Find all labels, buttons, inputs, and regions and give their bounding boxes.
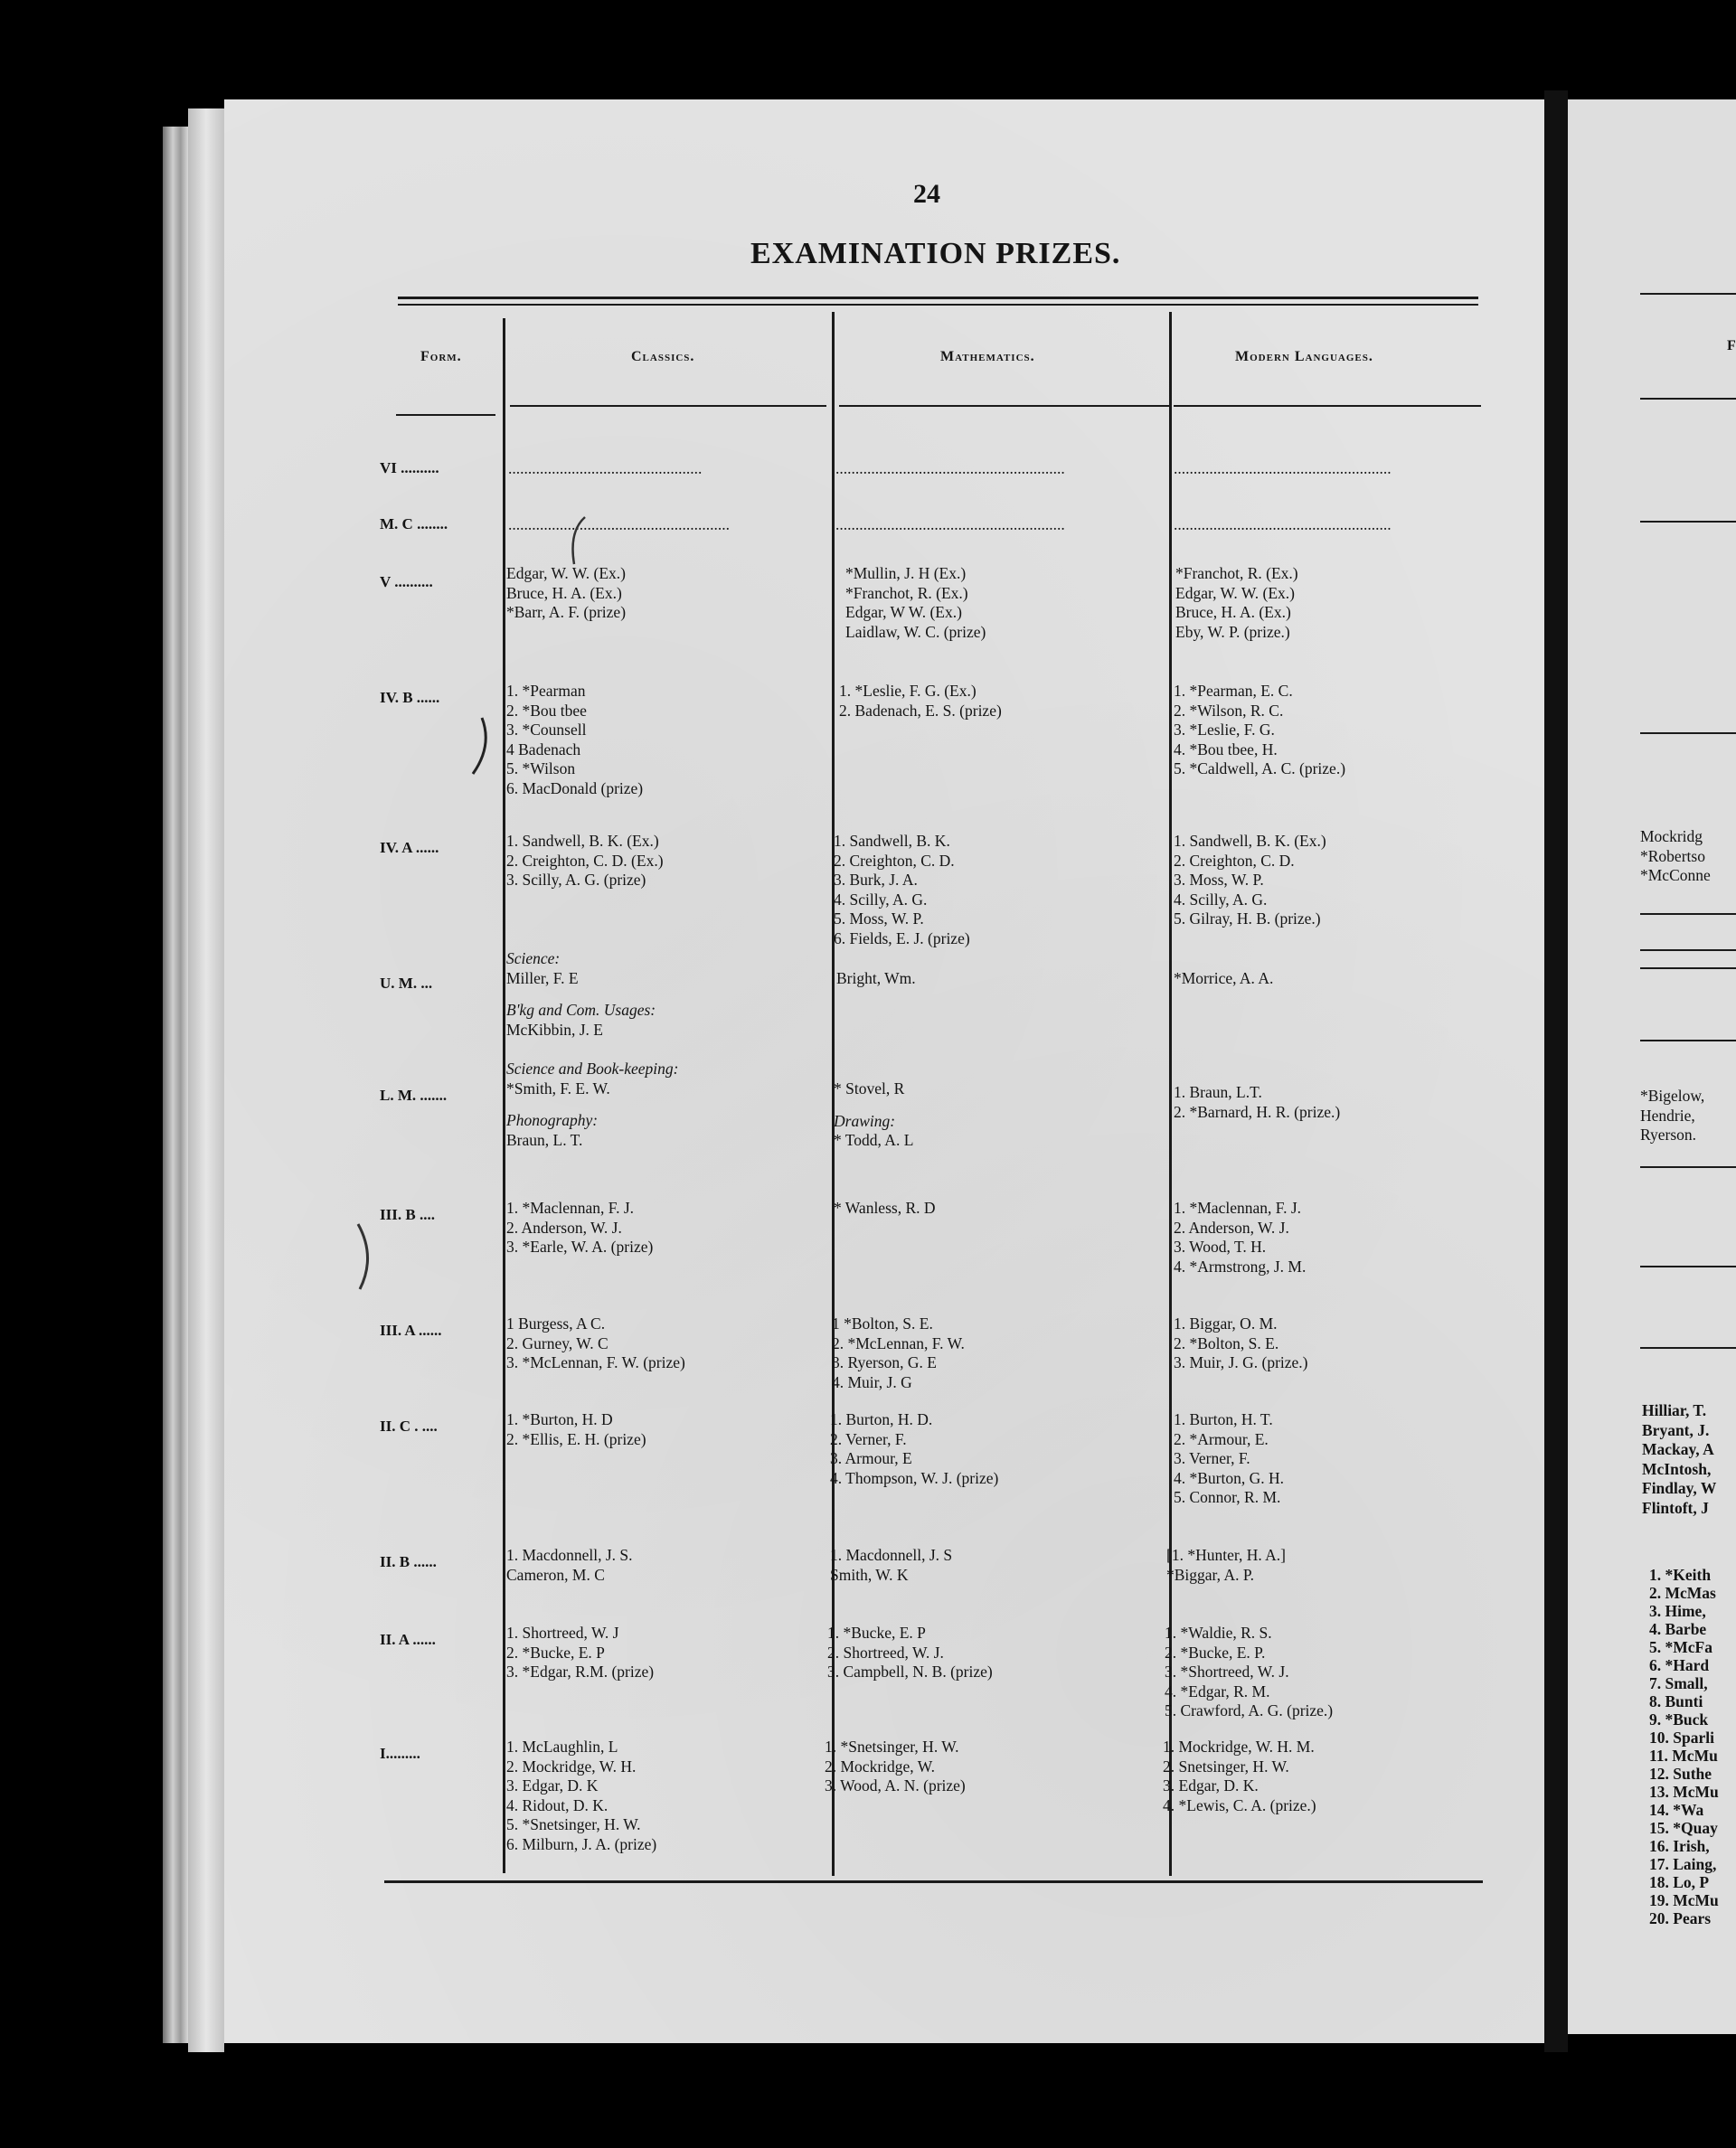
modern-cell: [1174, 969, 1273, 989]
modern-cell: [1165, 1624, 1333, 1721]
page-title: EXAMINATION PRIZES.: [750, 237, 1121, 270]
entry: Laidlaw, W. C. (prize): [845, 622, 986, 641]
modern-cell: [1175, 564, 1298, 642]
modern-cell: [1174, 1314, 1308, 1373]
entry: 3. *McLennan, F. W. (prize): [506, 1353, 685, 1371]
form-label: IV. A ......: [380, 839, 439, 856]
entry: 3. *Counsell: [506, 721, 587, 739]
book-edge-inner: [188, 108, 224, 2052]
entry: 1. Sandwell, B. K.: [834, 832, 950, 850]
entry: 3. Campbell, N. B. (prize): [827, 1663, 993, 1681]
entry: [1. *Hunter, H. A.]: [1166, 1546, 1286, 1564]
entry: 1 *Bolton, S. E.: [832, 1314, 933, 1333]
entry: 1. Mockridge, W. H. M.: [1163, 1738, 1315, 1756]
subject-label: B'kg and Com. Usages:: [506, 1001, 656, 1019]
np-block: Mockridg *Robertso *McConne: [1640, 827, 1711, 884]
entry: *Franchot, R. (Ex.): [1175, 564, 1298, 582]
modern-cell: [1163, 1738, 1316, 1815]
entry: 2. Mockridge, W. H.: [506, 1757, 637, 1776]
form-label: III. A ......: [380, 1322, 442, 1339]
entry: 6. Milburn, J. A. (prize): [506, 1834, 657, 1853]
entry: Smith, W. K: [830, 1565, 909, 1584]
entry: 3. Verner, F.: [1174, 1449, 1250, 1467]
entry: 2. *Bolton, S. E.: [1174, 1333, 1279, 1352]
header-rule-classics: [510, 405, 826, 407]
entry: 2. *McLennan, F. W.: [832, 1333, 965, 1352]
np-rule: [1640, 1266, 1736, 1267]
entry: 1. *Waldie, R. S.: [1165, 1624, 1272, 1642]
np-block: *Bigelow, Hendrie, Ryerson.: [1640, 1087, 1705, 1144]
book-edge: [163, 127, 188, 2043]
mathematics-cell: [832, 1314, 965, 1392]
entry: 1. Burton, H. T.: [1174, 1410, 1273, 1428]
entry: Braun, L. T.: [506, 1130, 583, 1149]
header-form: Form.: [420, 349, 462, 364]
entry: 4 Badenach: [506, 740, 581, 758]
entry: 3. Ryerson, G. E: [832, 1353, 937, 1371]
header-mathematics: Mathematics.: [940, 349, 1035, 364]
entry: 5. *Wilson: [506, 759, 576, 777]
pencil-mark-icon: [466, 714, 493, 777]
entry: 1. *Pearman: [506, 682, 586, 700]
scan-bottom-border: [0, 2052, 1736, 2148]
entry: 1. McLaughlin, L: [506, 1738, 618, 1756]
entry: Eby, W. P. (prize.): [1175, 622, 1290, 641]
entry: 1. Shortreed, W. J: [506, 1624, 619, 1642]
entry: 4. *Bou tbee, H.: [1174, 740, 1278, 758]
pencil-bracket-icon: [353, 1220, 380, 1293]
form-label: II. C . ....: [380, 1418, 438, 1435]
np-block: 1. *Keith 2. McMas 3. Hime, 4. Barbe 5. *McFa 6. *Hard 7. Small, 8. Bunti 9. *Buck 10. Sparli 11. McMu 12. Suthe 13. McMu 14. *Wa 15. *Quay 16. Irish, 17. Laing, 18. Lo, P 19. McMu 20. Pears: [1649, 1566, 1719, 1927]
entry: 1. *Maclennan, F. J.: [1174, 1199, 1302, 1217]
entry: 2. Anderson, W. J.: [1174, 1218, 1289, 1237]
entry: 5. Connor, R. M.: [1174, 1488, 1281, 1506]
classics-cell: [506, 1624, 654, 1682]
entry: 1. *Burton, H. D: [506, 1410, 613, 1428]
header-rule-form: [396, 414, 495, 416]
entry: 1. *Maclennan, F. J.: [506, 1199, 635, 1217]
entry: Edgar, W. W. (Ex.): [506, 564, 626, 582]
modern-cell: [1166, 1546, 1286, 1585]
entry: 4. *Armstrong, J. M.: [1174, 1257, 1307, 1276]
page-number: 24: [913, 179, 940, 209]
entry: 1. Braun, L.T.: [1174, 1083, 1262, 1101]
entry: 1 Burgess, A C.: [506, 1314, 606, 1333]
entry: Miller, F. E: [506, 968, 579, 987]
form-label: M. C ........: [380, 515, 448, 532]
entry: *Mullin, J. H (Ex.): [845, 564, 967, 582]
entry: 1. *Snetsinger, H. W.: [825, 1738, 959, 1756]
entry: Edgar, W. W. (Ex.): [1175, 583, 1295, 602]
subject-label: Science:: [506, 949, 561, 967]
entry: 4. *Burton, G. H.: [1174, 1468, 1285, 1487]
modern-cell: [1174, 1199, 1306, 1277]
entry: * Wanless, R. D: [834, 1199, 936, 1217]
np-rule: [1640, 913, 1736, 915]
top-rule-2: [398, 304, 1478, 306]
classics-cell: [506, 1738, 656, 1854]
entry: 3. *Leslie, F. G.: [1174, 721, 1275, 739]
classics-cell: [506, 1546, 633, 1585]
entry: 5. Moss, W. P.: [834, 909, 924, 928]
form-label: IV. B ......: [380, 689, 440, 706]
entry: 3. *Shortreed, W. J.: [1165, 1663, 1289, 1681]
np-rule: [1640, 293, 1736, 295]
entry: 5. *Caldwell, A. C. (prize.): [1174, 759, 1346, 777]
np-rule: [1640, 398, 1736, 400]
entry: Edgar, W W. (Ex.): [845, 603, 962, 621]
entry: 6. Fields, E. J. (prize): [834, 928, 970, 947]
entry: 4. Ridout, D. K.: [506, 1795, 609, 1814]
classics-cell: .................................................: [508, 459, 703, 477]
entry: 3. Armour, E: [830, 1449, 912, 1467]
mathematics-cell: [836, 969, 916, 989]
np-block: Hilliar, T. Bryant, J. Mackay, A McIntosh, Findlay, W Flintoft, J: [1642, 1401, 1717, 1517]
entry: 3. Burk, J. A.: [834, 871, 918, 889]
entry: 4. *Lewis, C. A. (prize.): [1163, 1795, 1316, 1814]
modern-cell: [1174, 832, 1326, 929]
entry: 3. Moss, W. P.: [1174, 871, 1264, 889]
entry: 2. Gurney, W. C: [506, 1333, 609, 1352]
entry: 2. *Bucke, E. P: [506, 1643, 605, 1662]
classics-cell: [506, 682, 643, 798]
entry: Bright, Wm.: [836, 969, 916, 987]
mathematics-cell: [834, 1199, 936, 1219]
entry: 2. Shortreed, W. J.: [827, 1643, 944, 1662]
entry: 2. *Barnard, H. R. (prize.): [1174, 1102, 1341, 1121]
entry: 2. *Ellis, E. H. (prize): [506, 1429, 646, 1448]
book-gutter: [1544, 90, 1568, 2061]
classics-cell: [506, 1410, 646, 1449]
pencil-stroke-icon: [565, 513, 592, 568]
entry: 1. Sandwell, B. K. (Ex.): [1174, 832, 1326, 850]
classics-cell: [506, 1199, 653, 1258]
subject-label: Phonography:: [506, 1111, 599, 1129]
form-label: III. B ....: [380, 1206, 435, 1223]
entry: 3. Muir, J. G. (prize.): [1174, 1353, 1308, 1371]
modern-cell: [1174, 1410, 1284, 1508]
entry: * Stovel, R: [834, 1079, 905, 1098]
np-rule: [1640, 732, 1736, 734]
entry: 3. Edgar, D. K: [506, 1776, 599, 1795]
np-header: F: [1727, 338, 1736, 353]
entry: *Smith, F. E. W.: [506, 1079, 610, 1098]
entry: 1. Macdonnell, J. S.: [506, 1546, 633, 1564]
entry: Cameron, M. C: [506, 1565, 605, 1584]
form-label: V ..........: [380, 573, 433, 590]
entry: 2. Verner, F.: [830, 1429, 907, 1448]
entry: *Morrice, A. A.: [1174, 969, 1274, 987]
entry: 6. MacDonald (prize): [506, 778, 644, 797]
subject-label: Science and Book-keeping:: [506, 1060, 679, 1078]
top-rule-1: [398, 297, 1478, 299]
entry: 1. Macdonnell, J. S: [830, 1546, 953, 1564]
entry: McKibbin, J. E: [506, 1020, 603, 1039]
classics-cell: ........................................................: [508, 515, 730, 533]
mathematics-cell: [825, 1738, 966, 1796]
np-rule: [1640, 521, 1736, 523]
entry: 2. Creighton, C. D. (Ex.): [506, 851, 664, 870]
entry: 4. Scilly, A. G.: [1174, 890, 1268, 909]
entry: 1. Sandwell, B. K. (Ex.): [506, 832, 659, 850]
entry: 2. Creighton, C. D.: [834, 851, 955, 870]
entry: 5. *Snetsinger, H. W.: [506, 1815, 641, 1833]
adjacent-page: [1568, 99, 1736, 2034]
form-label: L. M. .......: [380, 1087, 448, 1104]
entry: 2. *Armour, E.: [1174, 1429, 1269, 1448]
entry: 4. Muir, J. G: [832, 1372, 912, 1391]
modern-cell: [1174, 682, 1345, 779]
entry: 5. Gilray, H. B. (prize.): [1174, 909, 1321, 928]
entry: 2. Creighton, C. D.: [1174, 851, 1295, 870]
modern-cell: .......................................................: [1174, 515, 1392, 533]
form-label: VI ..........: [380, 459, 439, 476]
entry: 3. Scilly, A. G. (prize): [506, 871, 646, 889]
entry: 2. *Bou tbee: [506, 701, 587, 720]
entry: * Todd, A. L: [834, 1131, 914, 1149]
form-label: I.........: [380, 1745, 420, 1762]
modern-cell: [1174, 1083, 1340, 1122]
bottom-rule: [384, 1880, 1483, 1883]
form-label: II. A ......: [380, 1631, 436, 1648]
classics-cell: [506, 1060, 678, 1150]
entry: 2. *Wilson, R. C.: [1174, 701, 1284, 720]
scan-top-border: [0, 0, 1736, 99]
entry: 3. Wood, T. H.: [1174, 1238, 1267, 1256]
entry: 1. *Bucke, E. P: [827, 1624, 926, 1642]
entry: 4. *Edgar, R. M.: [1165, 1682, 1270, 1700]
header-modern-languages: Modern Languages.: [1235, 349, 1373, 364]
subject-label: Drawing:: [834, 1111, 896, 1130]
entry: 4. Thompson, W. J. (prize): [830, 1468, 999, 1487]
mathematics-cell: [845, 564, 986, 642]
entry: 1. Burton, H. D.: [830, 1410, 933, 1428]
entry: 3. *Edgar, R.M. (prize): [506, 1663, 655, 1681]
entry: Bruce, H. A. (Ex.): [1175, 603, 1291, 621]
mathematics-cell: [834, 832, 970, 948]
form-label: II. B ......: [380, 1553, 437, 1570]
entry: 3. Edgar, D. K.: [1163, 1776, 1259, 1795]
entry: 3. Wood, A. N. (prize): [825, 1776, 966, 1795]
entry: 3. *Earle, W. A. (prize): [506, 1238, 654, 1256]
mathematics-cell: [830, 1410, 998, 1488]
entry: 4. Scilly, A. G.: [834, 890, 928, 909]
classics-cell: [506, 949, 656, 1040]
modern-cell: .......................................................: [1174, 459, 1392, 477]
classics-cell: [506, 564, 626, 623]
mathematics-cell: [839, 682, 1002, 721]
entry: 5. Crawford, A. G. (prize.): [1165, 1701, 1334, 1719]
mathematics-cell: [830, 1546, 952, 1585]
header-classics: Classics.: [631, 349, 695, 364]
header-rule-modern: [1174, 405, 1481, 407]
entry: 2. Anderson, W. J.: [506, 1218, 622, 1237]
entry: *Barr, A. F. (prize): [506, 603, 627, 621]
entry: 1. Biggar, O. M.: [1174, 1314, 1278, 1333]
entry: 2. *Bucke, E. P.: [1165, 1643, 1266, 1662]
column-divider-1: [503, 318, 505, 1873]
entry: 2. Badenach, E. S. (prize): [839, 701, 1002, 720]
mathematics-cell: ..........................................................: [835, 459, 1065, 477]
mathematics-cell: ..........................................................: [835, 515, 1065, 533]
header-rule-math: [839, 405, 1169, 407]
entry: 2. Mockridge, W.: [825, 1757, 936, 1776]
mathematics-cell: [834, 1079, 913, 1151]
entry: *Franchot, R. (Ex.): [845, 583, 968, 602]
entry: 1. *Leslie, F. G. (Ex.): [839, 682, 976, 700]
np-rule: [1640, 1040, 1736, 1041]
classics-cell: [506, 1314, 685, 1373]
form-label: U. M. ...: [380, 975, 433, 992]
entry: *Biggar, A. P.: [1166, 1565, 1255, 1584]
classics-cell: [506, 832, 664, 890]
entry: 1. *Pearman, E. C.: [1174, 682, 1293, 700]
entry: Bruce, H. A. (Ex.): [506, 583, 622, 602]
mathematics-cell: [827, 1624, 993, 1682]
entry: 2. Snetsinger, H. W.: [1163, 1757, 1289, 1776]
np-rule: [1640, 1347, 1736, 1349]
np-rule: [1640, 1166, 1736, 1168]
np-rule: [1640, 949, 1736, 951]
np-rule: [1640, 967, 1736, 969]
